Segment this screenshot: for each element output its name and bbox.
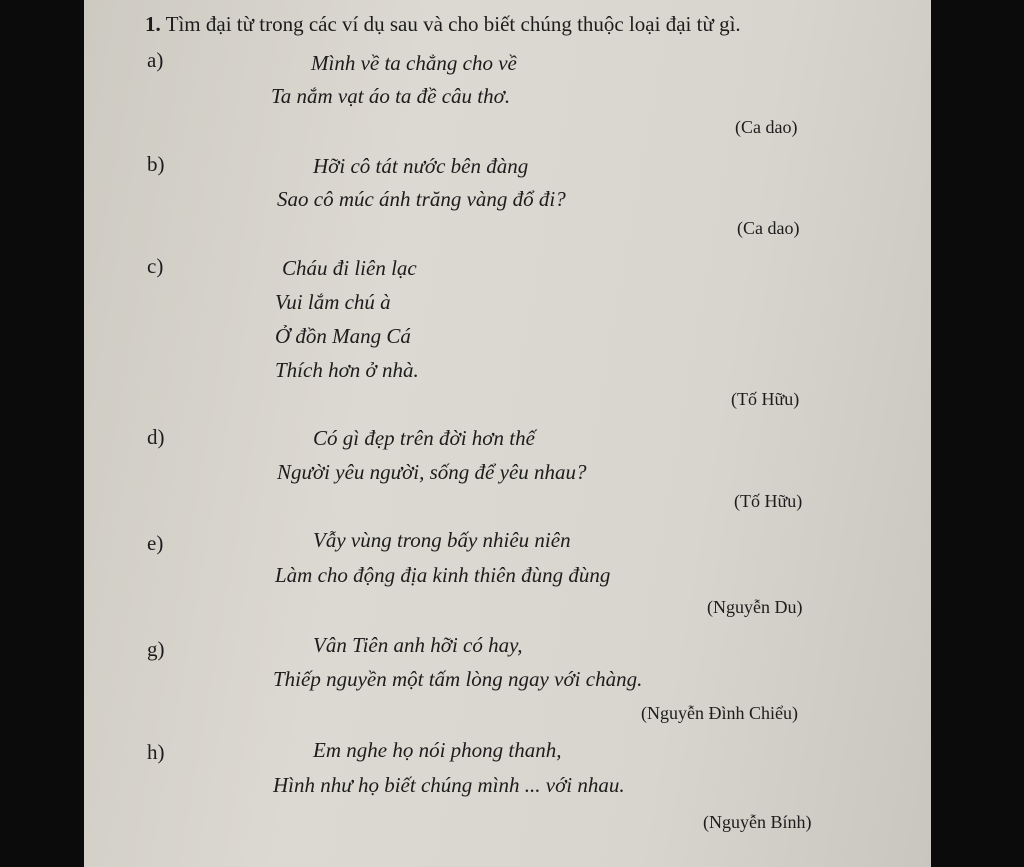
exercise-instruction: Tìm đại từ trong các ví dụ sau và cho biết chúng thuộc loại đại từ gì. — [165, 12, 741, 36]
verse-c-line-3: Ở đồn Mang Cá — [275, 324, 411, 348]
source-a: (Ca dao) — [735, 117, 798, 137]
item-label-e: e) — [147, 531, 164, 555]
verse-b-line-2: Sao cô múc ánh trăng vàng đổ đi? — [277, 187, 566, 211]
verse-e-line-2: Làm cho động địa kinh thiên đùng đùng — [275, 563, 611, 587]
item-label-a: a) — [147, 48, 164, 72]
verse-e-line-1: Vẫy vùng trong bấy nhiêu niên — [313, 528, 571, 552]
verse-h-line-1: Em nghe họ nói phong thanh, — [313, 738, 562, 762]
item-label-g: g) — [147, 637, 165, 661]
item-label-d: d) — [147, 425, 165, 449]
verse-g-line-2: Thiếp nguyền một tấm lòng ngay với chàng. — [273, 667, 643, 691]
verse-c-line-2: Vui lắm chú à — [275, 290, 391, 314]
source-h: (Nguyễn Bính) — [703, 812, 812, 832]
verse-c-line-1: Cháu đi liên lạc — [282, 256, 417, 280]
item-label-b: b) — [147, 152, 165, 176]
verse-d-line-2: Người yêu người, sống để yêu nhau? — [277, 460, 587, 484]
verse-a-line-1: Mình về ta chẳng cho về — [311, 51, 517, 75]
source-e: (Nguyễn Du) — [707, 597, 803, 617]
source-g: (Nguyễn Đình Chiểu) — [641, 703, 798, 723]
item-label-c: c) — [147, 254, 164, 278]
exercise-heading — [145, 12, 741, 37]
verse-g-line-1: Vân Tiên anh hỡi có hay, — [313, 633, 523, 657]
source-c: (Tố Hữu) — [731, 389, 800, 409]
verse-h-line-2: Hình như họ biết chúng mình ... với nhau. — [273, 773, 625, 797]
source-d: (Tố Hữu) — [734, 491, 803, 511]
verse-b-line-1: Hỡi cô tát nước bên đàng — [313, 154, 529, 178]
source-b: (Ca dao) — [737, 218, 800, 238]
verse-a-line-2: Ta nắm vạt áo ta đề câu thơ. — [271, 84, 511, 108]
verse-d-line-1: Có gì đẹp trên đời hơn thế — [313, 426, 535, 450]
exercise-number: 1. — [145, 12, 161, 36]
item-label-h: h) — [147, 740, 165, 764]
verse-c-line-4: Thích hơn ở nhà. — [275, 358, 419, 382]
